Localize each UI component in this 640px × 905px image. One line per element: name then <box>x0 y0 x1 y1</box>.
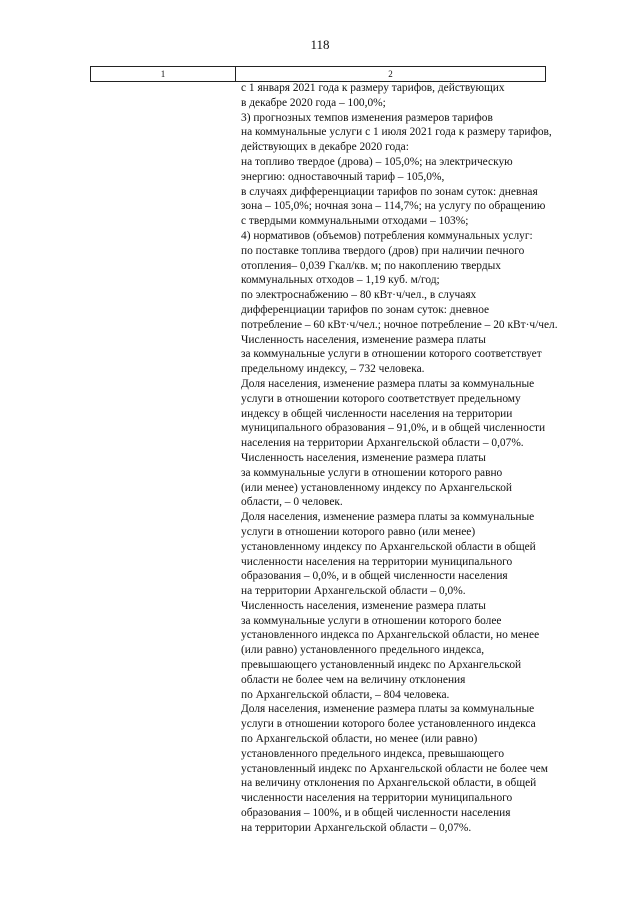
text-line: Численность населения, изменение размера платы <box>241 599 486 612</box>
text-line: 3) прогнозных темпов изменения размеров тарифов <box>241 111 493 124</box>
text-line: за коммунальные услуги в отношении которого соответствует <box>241 348 542 361</box>
text-line: по электроснабжению – 80 кВт·ч/чел., в случаях <box>241 289 477 302</box>
text-line: Доля населения, изменение размера платы за коммунальные <box>241 377 535 390</box>
text-line: населения на территории Архангельской области – 0,07%. <box>241 437 524 450</box>
text-line: образования – 100%, и в общей численности населения <box>241 807 511 820</box>
text-line: по Архангельской области, – 804 человека. <box>241 688 450 701</box>
text-line: услуги в отношении которого более установленного индекса <box>241 718 536 731</box>
table-header-col-1: 1 <box>91 67 236 81</box>
text-line: по Архангельской области, но менее (или равно) <box>241 733 478 746</box>
text-line: численности населения на территории муниципального <box>241 792 513 805</box>
text-line: 4) нормативов (объемов) потребления коммунальных услуг: <box>241 229 533 242</box>
text-line: в декабре 2020 года – 100,0%; <box>241 96 386 109</box>
text-line: услуги в отношении которого соответствует предельному <box>241 392 521 405</box>
text-line: Доля населения, изменение размера платы за коммунальные <box>241 703 535 716</box>
text-line: (или равно) установленного предельного индекса, <box>241 644 485 657</box>
text-line: услуги в отношении которого равно (или менее) <box>241 525 476 538</box>
table-header-row <box>90 66 546 82</box>
text-line: Численность населения, изменение размера платы <box>241 451 486 464</box>
text-line: области не более чем на величину отклонения <box>241 673 466 686</box>
text-line: установленный индекс по Архангельской области не более чем <box>241 762 548 775</box>
text-line: дифференциации тарифов по зонам суток: дневное <box>241 303 490 316</box>
text-line: установленному индексу по Архангельской области в общей <box>241 540 536 553</box>
text-line: потребление – 60 кВт·ч/чел.; ночное потребление – 20 кВт·ч/чел. <box>241 318 558 331</box>
text-line: по поставке топлива твердого (дров) при наличии печного <box>241 244 525 257</box>
text-line: установленного предельного индекса, превышающего <box>241 747 505 760</box>
text-line: на величину отклонения по Архангельской области, в общей <box>241 777 537 790</box>
text-line: индексу в общей численности населения на территории <box>241 407 513 420</box>
text-line: численности населения на территории муниципального <box>241 555 513 568</box>
text-line: за коммунальные услуги в отношении которого более <box>241 614 502 627</box>
text-line: за коммунальные услуги в отношении которого равно <box>241 466 503 479</box>
text-line: отопления– 0,039 Гкал/кв. м; по накоплению твердых <box>241 259 501 272</box>
text-line: превышающего установленный индекс по Архангельской <box>241 659 522 672</box>
text-line: коммунальных отходов – 1,19 куб. м/год; <box>241 274 440 287</box>
text-line: (или менее) установленному индексу по Архангельской <box>241 481 512 494</box>
text-line: с твердыми коммунальными отходами – 103%; <box>241 215 469 228</box>
table-header-col-2: 2 <box>388 69 393 79</box>
text-line: Доля населения, изменение размера платы за коммунальные <box>241 511 535 524</box>
text-line: предельному индексу, – 732 человека. <box>241 363 425 376</box>
text-line: зона – 105,0%; ночная зона – 114,7%; на услугу по обращению <box>241 200 546 213</box>
page-number: 118 <box>310 37 330 52</box>
text-line: области, – 0 человек. <box>241 496 343 509</box>
text-line: в случаях дифференциации тарифов по зонам суток: дневная <box>241 185 538 198</box>
text-line: Численность населения, изменение размера платы <box>241 333 486 346</box>
text-line: действующих в декабре 2020 года: <box>241 141 409 154</box>
text-line: на топливо твердое (дрова) – 105,0%; на электрическую <box>241 155 513 168</box>
text-line: на территории Архангельской области – 0,07%. <box>241 821 472 834</box>
text-line: муниципального образования – 91,0%, и в общей численности <box>241 422 546 435</box>
text-line: установленного индекса по Архангельской области, но менее <box>241 629 540 642</box>
text-line: на коммунальные услуги с 1 июля 2021 года к размеру тарифов, <box>241 126 552 139</box>
text-line: с 1 января 2021 года к размеру тарифов, действующих <box>241 82 505 94</box>
text-line: энергию: одноставочный тариф – 105,0%, <box>241 170 445 183</box>
text-line: на территории Архангельской области – 0,0%. <box>241 585 466 598</box>
document-body-text <box>241 81 621 836</box>
text-line: образования – 0,0%, и в общей численности населения <box>241 570 508 583</box>
